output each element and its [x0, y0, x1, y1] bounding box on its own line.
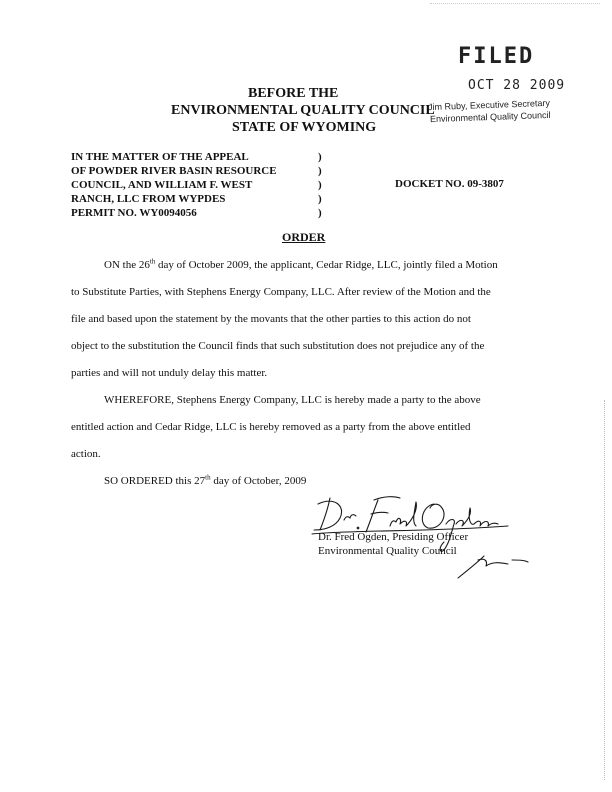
stamp-date: OCT 28 2009 [468, 78, 566, 93]
ordinal-suffix: th [205, 473, 211, 482]
ordinal-suffix: th [149, 257, 156, 266]
paragraph-line: entitled action and Cedar Ridge, LLC is hereby removed as a party from the above entitled [71, 421, 471, 433]
text-run: ON the 26 [104, 259, 150, 271]
text-run: day of October 2009, the applicant, Cedar Ridge, LLC, jointly filed a Motion [155, 259, 498, 271]
text-run: SO ORDERED this 27 [104, 475, 206, 487]
text-run: day of October, 2009 [210, 475, 307, 487]
scan-right-edge [604, 400, 606, 780]
stamp-filed-text: FILED [458, 44, 535, 69]
paragraph-line: parties and will not unduly delay this matter. [71, 367, 268, 379]
paragraph-line: object to the substitution the Council finds that such substitution does not prejudice any of the [71, 340, 485, 352]
stamp-clerk-line1: Jim Ruby, Executive Secretary [427, 97, 551, 113]
caption-paren: ) [318, 193, 322, 205]
paragraph-line: action. [71, 448, 101, 460]
caption-line: RANCH, LLC FROM WYPDES [71, 193, 226, 205]
paragraph-line: to Substitute Parties, with Stephens Energy Company, LLC. After review of the Motion and the [71, 286, 491, 298]
order-title: ORDER [282, 230, 326, 244]
caption-paren: ) [318, 165, 322, 177]
caption-line: PERMIT NO. WY0094056 [71, 207, 197, 219]
caption-paren: ) [318, 179, 322, 191]
header-state: STATE OF WYOMING [232, 120, 377, 135]
caption-line: IN THE MATTER OF THE APPEAL [71, 151, 249, 163]
docket-number: DOCKET NO. 09-3807 [395, 178, 504, 190]
header-council: ENVIRONMENTAL QUALITY COUNCIL [171, 103, 435, 118]
header-before-the: BEFORE THE [248, 86, 339, 101]
caption-paren: ) [318, 151, 322, 163]
caption-paren: ) [318, 207, 322, 219]
scan-top-edge [430, 3, 600, 5]
signer-organization: Environmental Quality Council [318, 545, 457, 557]
so-ordered-line [104, 475, 306, 487]
paragraph-line [104, 259, 498, 271]
caption-line: COUNCIL, AND WILLIAM F. WEST [71, 179, 253, 191]
signer-name-title: Dr. Fred Ogden, Presiding Officer [318, 531, 469, 543]
caption-line: OF POWDER RIVER BASIN RESOURCE [71, 165, 277, 177]
paragraph-line: WHEREFORE, Stephens Energy Company, LLC is hereby made a party to the above [104, 394, 481, 406]
stamp-clerk-line2: Environmental Quality Council [429, 109, 551, 125]
paragraph-line: file and based upon the statement by the movants that the other parties to this action do not [71, 313, 471, 325]
